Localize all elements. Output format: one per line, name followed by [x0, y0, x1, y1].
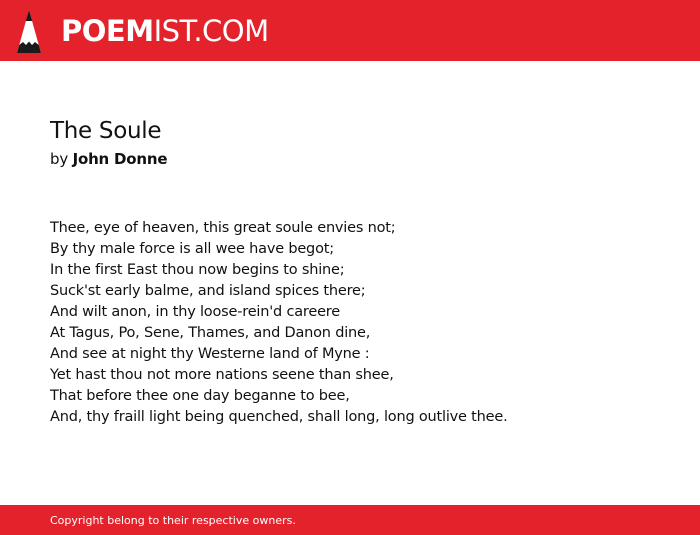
poem-line: And, thy fraill light being quenched, shall long, long outlive thee.	[50, 409, 508, 425]
poem-line: At Tagus, Po, Sene, Thames, and Danon dine,	[50, 325, 371, 341]
by-label: by	[50, 150, 68, 168]
poem-line: Thee, eye of heaven, this great soule envies not;	[50, 220, 396, 236]
poem-byline	[50, 147, 670, 171]
pencil-icon	[16, 9, 42, 53]
poem-line: Yet hast thou not more nations seene than shee,	[50, 367, 394, 383]
site-logo-link[interactable]	[16, 9, 269, 53]
poem-body	[50, 218, 670, 428]
poem-line: By thy male force is all wee have begot;	[50, 241, 334, 257]
poem-line: Suck'st early balme, and island spices there;	[50, 283, 366, 299]
brand-bold-part: POEM	[61, 14, 154, 48]
poem-line: And wilt anon, in thy loose-rein'd careere	[50, 304, 340, 320]
site-header	[0, 0, 700, 61]
poem-line: That before thee one day beganne to bee,	[50, 388, 350, 404]
brand-light-part: IST.COM	[153, 14, 269, 48]
author-link[interactable]: John Donne	[72, 150, 168, 168]
poem-heading	[50, 115, 670, 171]
copyright-text: Copyright belong to their respective owners.	[50, 514, 296, 527]
poem-line: In the first East thou now begins to shine;	[50, 262, 345, 278]
site-brand	[61, 9, 269, 53]
site-footer	[0, 505, 700, 535]
poem-title: The Soule	[50, 118, 162, 144]
poem-line: And see at night thy Westerne land of Myne :	[50, 346, 370, 362]
